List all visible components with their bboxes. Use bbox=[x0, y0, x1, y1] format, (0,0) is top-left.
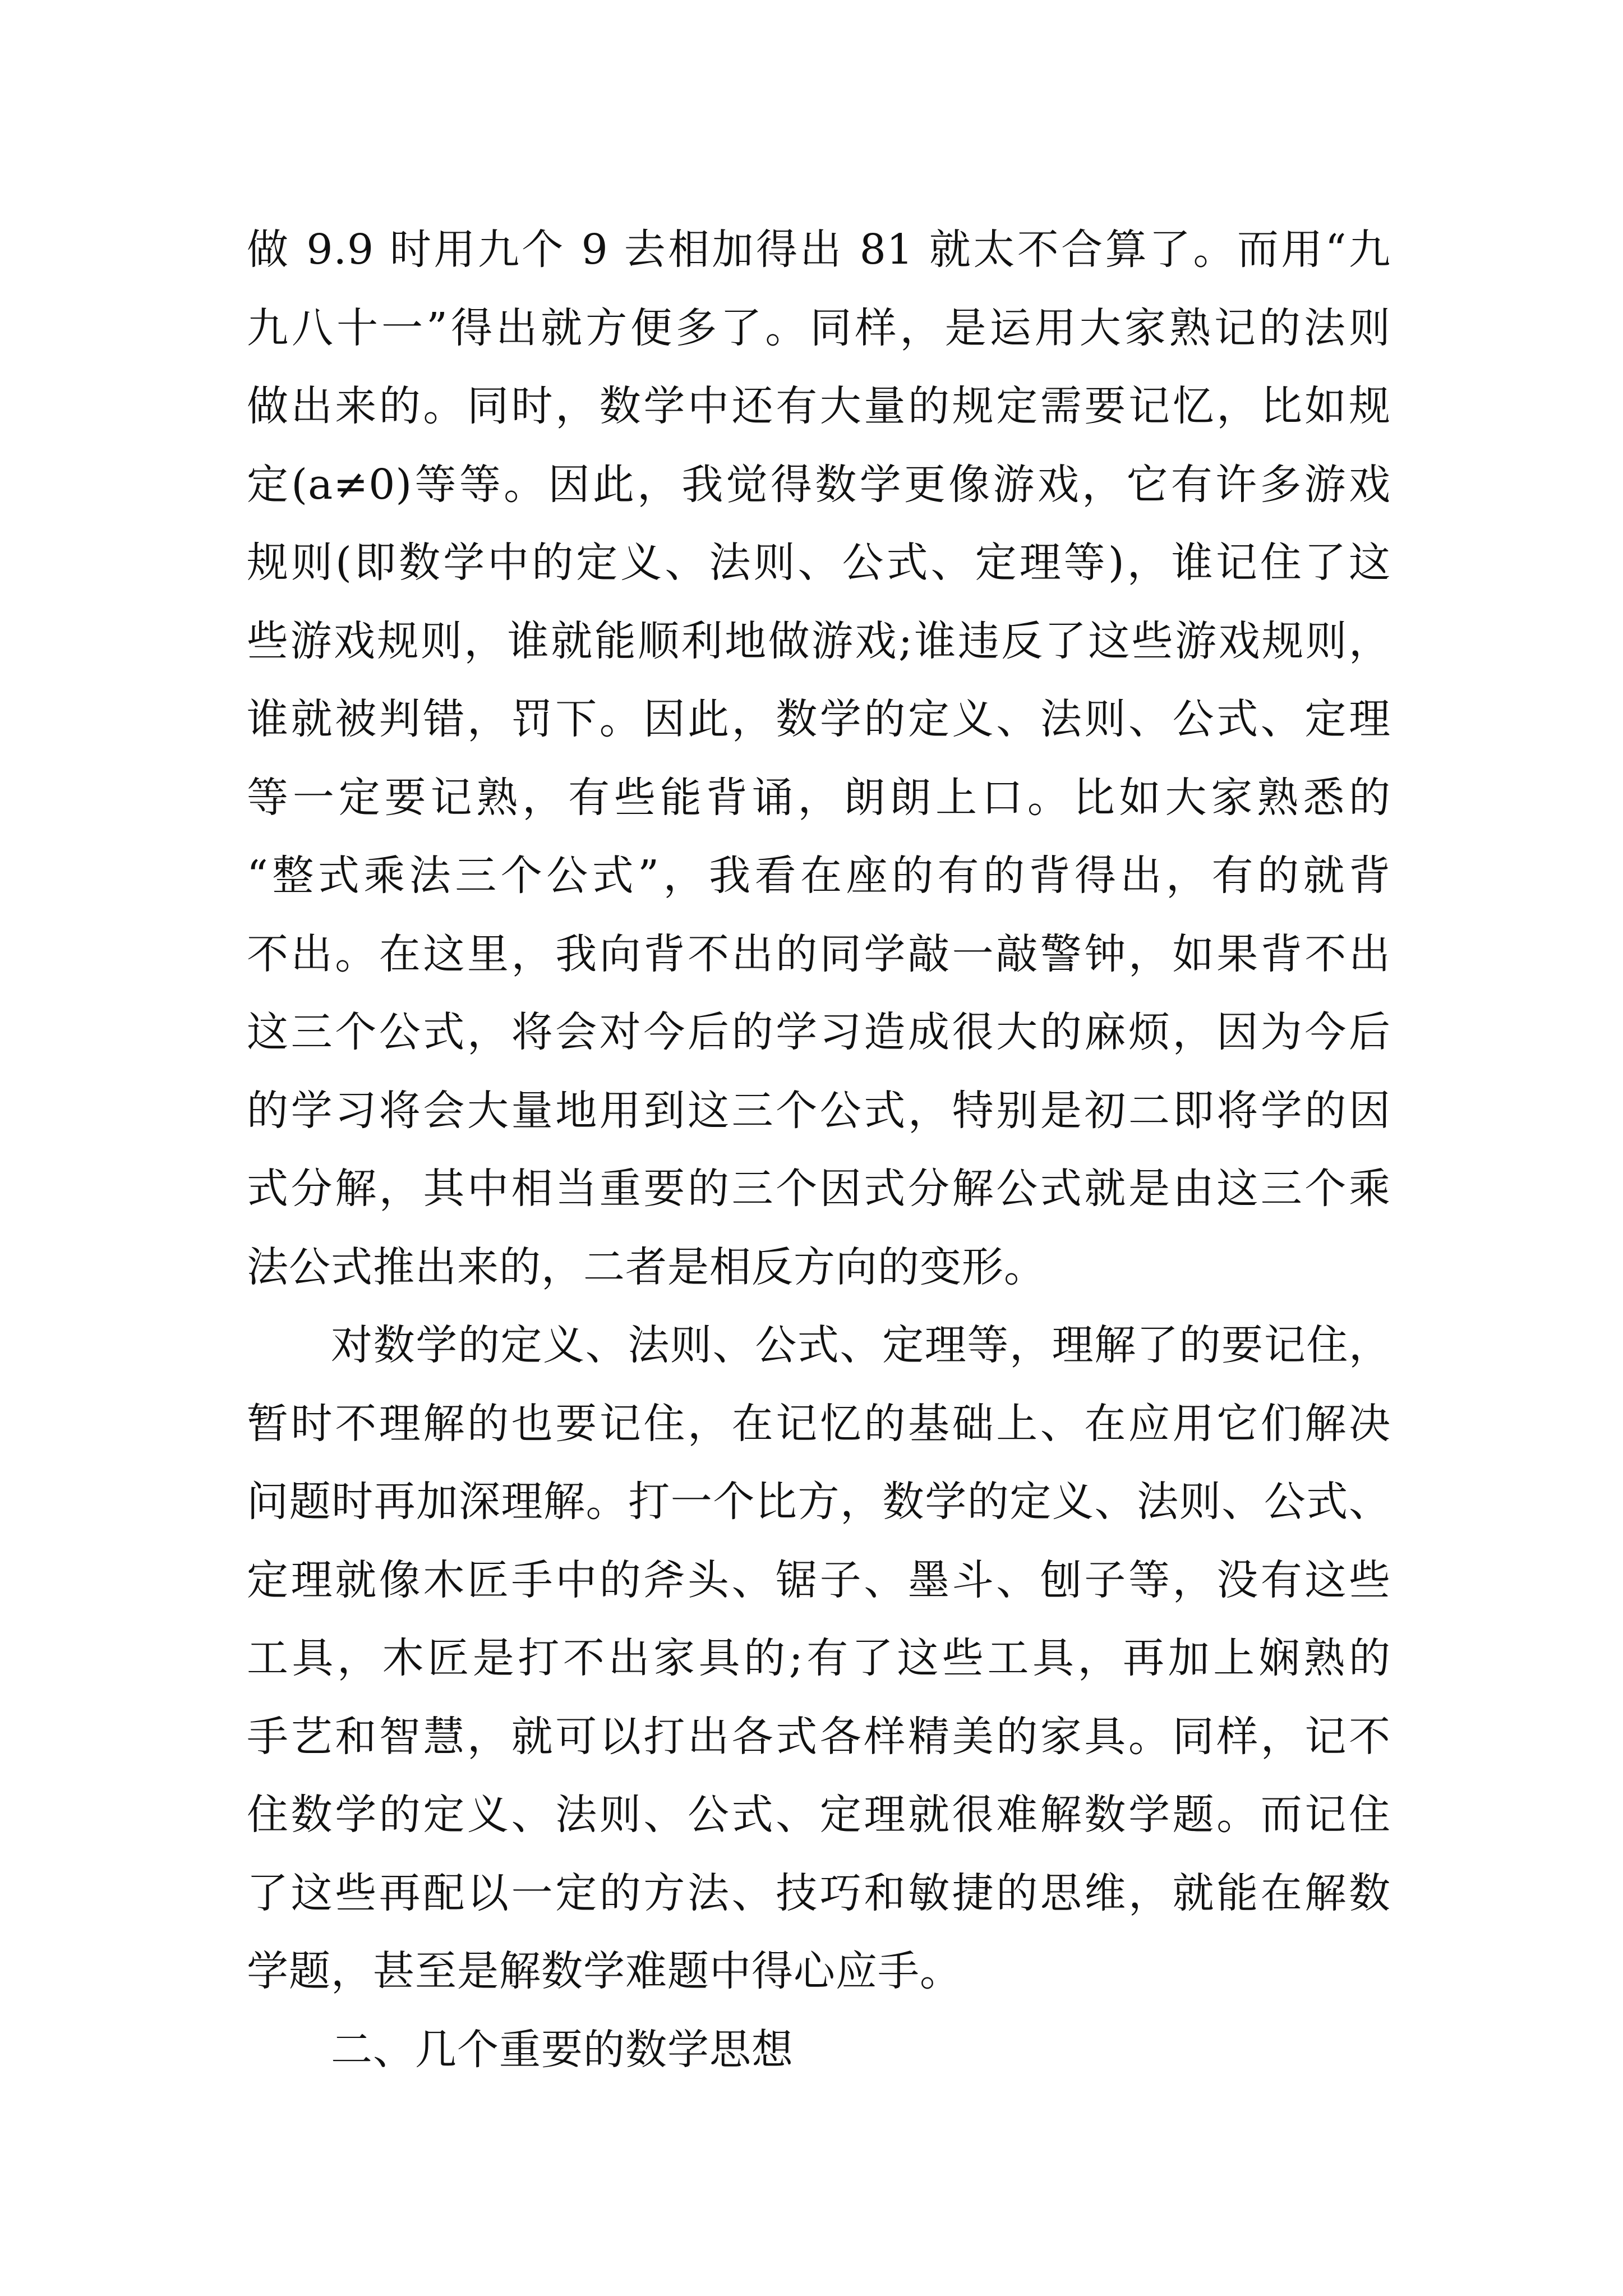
paragraph-1-line-8: 等一定要记熟，有些能背诵，朗朗上口。比如大家熟悉的 bbox=[247, 774, 1391, 822]
document-body bbox=[247, 0, 1391, 2296]
paragraph-2-line-5: 工具，木匠是打不出家具的;有了这些工具，再加上娴熟的 bbox=[247, 1634, 1391, 1682]
paragraph-2-line-3: 问题时再加深理解。打一个比方，数学的定义、法则、公式、 bbox=[247, 1478, 1391, 1526]
paragraph-1-line-1: 做 9.9 时用九个 9 去相加得出 81 就太不合算了。而用“九 bbox=[247, 226, 1391, 274]
paragraph-1-line-3: 做出来的。同时，数学中还有大量的规定需要记忆，比如规 bbox=[247, 382, 1391, 430]
paragraph-1-line-12: 的学习将会大量地用到这三个公式，特别是初二即将学的因 bbox=[247, 1087, 1391, 1135]
paragraph-1-line-7: 谁就被判错，罚下。因此，数学的定义、法则、公式、定理 bbox=[247, 695, 1391, 743]
paragraph-1-line-5: 规则(即数学中的定义、法则、公式、定理等)，谁记住了这 bbox=[247, 539, 1391, 587]
paragraph-1-line-6: 些游戏规则，谁就能顺利地做游戏;谁违反了这些游戏规则， bbox=[247, 617, 1391, 665]
paragraph-1-line-4: 定(a≠0)等等。因此，我觉得数学更像游戏，它有许多游戏 bbox=[247, 461, 1391, 509]
paragraph-2-line-4: 定理就像木匠手中的斧头、锯子、墨斗、刨子等，没有这些 bbox=[247, 1556, 1391, 1604]
paragraph-2-line-1: 对数学的定义、法则、公式、定理等，理解了的要记住， bbox=[331, 1321, 1391, 1369]
paragraph-2-line-6: 手艺和智慧，就可以打出各式各样精美的家具。同样，记不 bbox=[247, 1713, 1391, 1761]
paragraph-2-line-7: 住数学的定义、法则、公式、定理就很难解数学题。而记住 bbox=[247, 1791, 1391, 1839]
section-heading: 二、几个重要的数学思想 bbox=[331, 2026, 794, 2074]
paragraph-2-line-2: 暂时不理解的也要记住，在记忆的基础上、在应用它们解决 bbox=[247, 1400, 1391, 1448]
paragraph-2-line-9: 学题，甚至是解数学难题中得心应手。 bbox=[247, 1947, 962, 1995]
paragraph-1-line-2: 九八十一”得出就方便多了。同样，是运用大家熟记的法则 bbox=[247, 304, 1391, 352]
paragraph-1-line-14: 法公式推出来的，二者是相反方向的变形。 bbox=[247, 1243, 1046, 1291]
paragraph-1-line-10: 不出。在这里，我向背不出的同学敲一敲警钟，如果背不出 bbox=[247, 930, 1391, 978]
paragraph-1-line-13: 式分解，其中相当重要的三个因式分解公式就是由这三个乘 bbox=[247, 1165, 1391, 1213]
paragraph-1-line-11: 这三个公式，将会对今后的学习造成很大的麻烦，因为今后 bbox=[247, 1008, 1391, 1056]
paragraph-2-line-8: 了这些再配以一定的方法、技巧和敏捷的思维，就能在解数 bbox=[247, 1869, 1391, 1917]
paragraph-1-line-9: “整式乘法三个公式”，我看在座的有的背得出，有的就背 bbox=[247, 852, 1391, 900]
